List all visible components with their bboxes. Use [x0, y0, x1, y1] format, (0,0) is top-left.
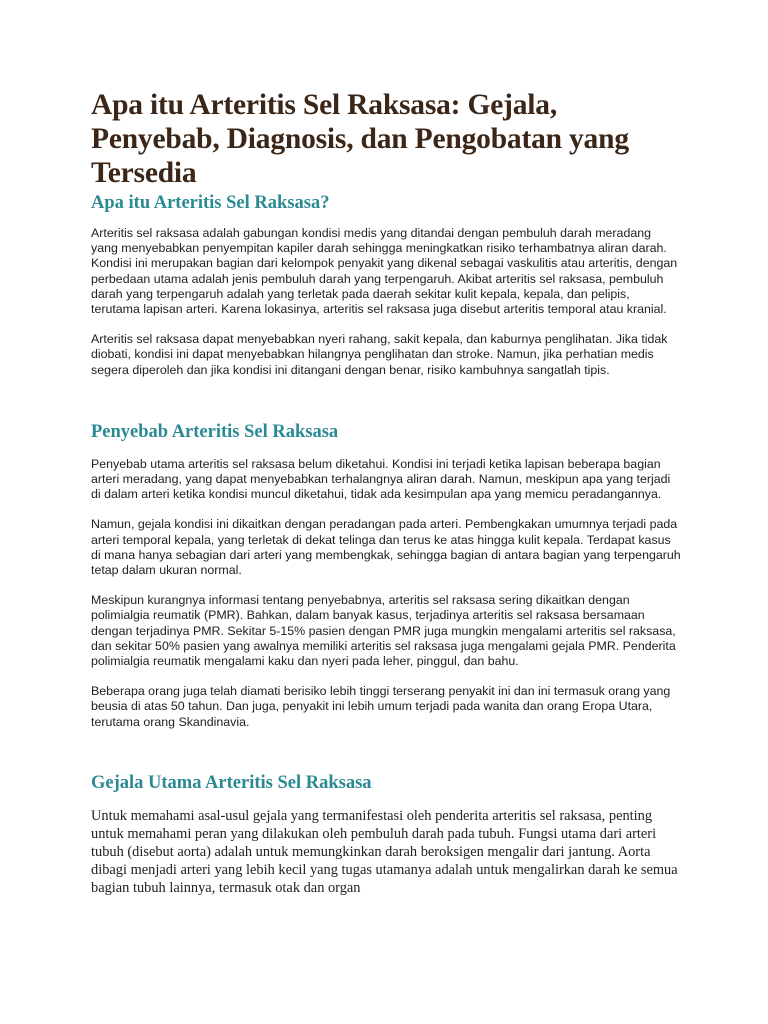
- section-heading-symptoms: Gejala Utama Arteritis Sel Raksasa: [91, 772, 372, 793]
- paragraph: Beberapa orang juga telah diamati berisiko lebih tinggi terserang penyakit ini dan ini termasuk orang yang beusia di atas 50 tahun. Dan juga, penyakit ini lebih umum terjadi pada wanita dan orang Eropa Utara, terutama orang Skandinavia.: [91, 684, 671, 729]
- section-heading-causes: Penyebab Arteritis Sel Raksasa: [91, 421, 339, 442]
- paragraph: Namun, gejala kondisi ini dikaitkan dengan peradangan pada arteri. Pembengkakan umumnya terjadi pada arteri temporal kepala, yang terletak di dekat telinga dan terus ke atas hingga kulit kepala. Terdapat kasus di mana hanya sebagian dari arteri yang membengkak, sehingga bagian di antara bagian yang terpengaruh tetap dalam ukuran normal.: [91, 517, 681, 578]
- paragraph: Arteritis sel raksasa adalah gabungan kondisi medis yang ditandai dengan pembuluh darah meradang yang menyebabkan penyempitan kapiler darah sehingga meningkatkan risiko terhambatnya aliran darah. Kondisi ini merupakan bagian dari kelompok penyakit yang dikenal sebagai vaskulitis atau arteritis, dengan perbedaan utama adalah jenis pembuluh darah yang terpengaruh. Akibat arteritis sel raksasa, pembuluh darah yang terpengaruh adalah yang terletak pada daerah sekitar kulit kepala, kepala, dan pelipis, terutama lapisan arteri. Karena lokasinya, arteritis sel raksasa juga disebut arteritis temporal atau kranial.: [91, 226, 678, 317]
- paragraph: Penyebab utama arteritis sel raksasa belum diketahui. Kondisi ini terjadi ketika lapisan beberapa bagian arteri meradang, yang dapat menyebabkan terhalangnya aliran darah. Namun, meskipun apa yang terjadi di dalam arteri ketika kondisi muncul diketahui, tidak ada kesimpulan apa yang memicu peradangannya.: [91, 456, 671, 502]
- paragraph: Arteritis sel raksasa dapat menyebabkan nyeri rahang, sakit kepala, dan kaburnya penglihatan. Jika tidak diobati, kondisi ini dapat menyebabkan hilangnya penglihatan dan stroke. Namun, jika perhatian medis segera diperoleh dan jika kondisi ini ditangani dengan benar, risiko kambuhnya sangatlah tipis.: [91, 332, 668, 377]
- paragraph: Meskipun kurangnya informasi tentang penyebabnya, arteritis sel raksasa sering dikaitkan dengan polimialgia reumatik (PMR). Bahkan, dalam banyak kasus, terjadinya arteritis sel raksasa bersamaan dengan terjadinya PMR. Sekitar 5-15% pasien dengan PMR juga mungkin mengalami arteritis sel raksasa, dan sekitar 50% pasien yang awalnya memiliki arteritis sel raksasa juga mengalami gejala PMR. Penderita polimialgia reumatik mengalami kaku dan nyeri pada leher, pinggul, dan bahu.: [91, 593, 676, 669]
- paragraph: Untuk memahami asal-usul gejala yang termanifestasi oleh penderita arteritis sel raksasa, penting untuk memahami peran yang dilakukan oleh pembuluh darah pada tubuh. Fungsi utama dari arteri tubuh (disebut aorta) adalah untuk memungkinkan darah beroksigen mengalir dari jantung. Aorta dibagi menjadi arteri yang lebih kecil yang tugas utamanya adalah untuk mengalirkan darah ke semua bagian tubuh lainnya, termasuk otak dan organ: [91, 807, 678, 896]
- page-title: Apa itu Arteritis Sel Raksasa: Gejala, Penyebab, Diagnosis, dan Pengobatan yang Tersedia: [91, 89, 629, 189]
- section-heading-what-is: Apa itu Arteritis Sel Raksasa?: [91, 193, 330, 213]
- document-page: [91, 88, 681, 897]
